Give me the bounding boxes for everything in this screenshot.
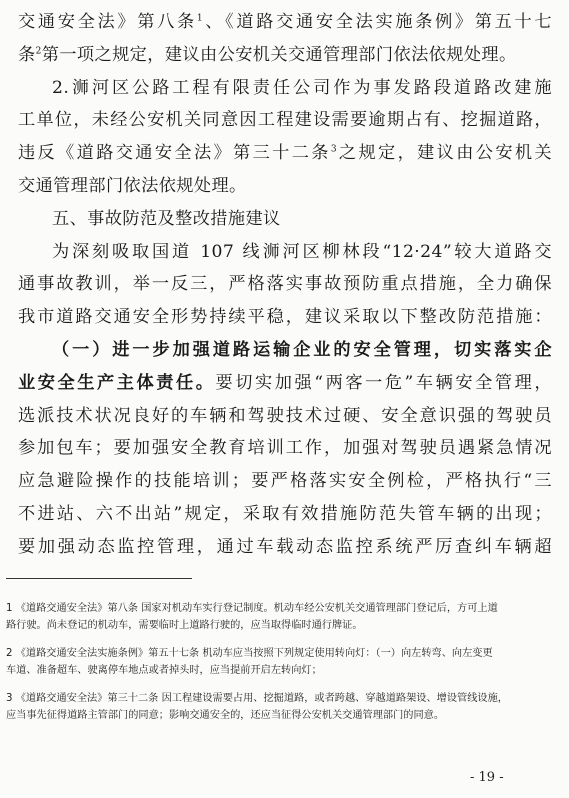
body-text	[18, 6, 552, 564]
footnote-text: 3 《道路交通安全法》第三十二条 因工程建设需要占用、挖掘道路，或者跨越、穿越道路架设、增设管线设施，	[6, 693, 508, 704]
text-line: 通事故教训，举一反三，严格落实事故预防重点措施，全力确保	[18, 274, 552, 295]
text-line: 应急避险操作的技能培训；要严格落实安全例检，严格执行“三	[18, 471, 552, 492]
footnote-ref-3[interactable]: 3	[330, 144, 337, 155]
text-line: 我市道路交通安全形势持续平稳，建议采取以下整改防范措施：	[18, 307, 552, 328]
footnote-text: 应当事先征得道路主管部门的同意；影响交通安全的，还应当征得公安机关交通管理部门的同意。	[6, 710, 445, 721]
footnote-ref-1[interactable]: 1	[196, 13, 203, 24]
text-line: 交通管理部门依法依规处理。	[18, 175, 247, 196]
text-line: 不进站、六不出站”规定，采取有效措施防范失管车辆的出现；	[18, 503, 552, 524]
footnote-text: 1 《道路交通安全法》第八条 国家对机动车实行登记制度。机动车经公安机关交通管理部门登记后，方可上道	[6, 603, 498, 614]
footnote-divider	[6, 578, 192, 579]
footnote-2	[6, 645, 548, 679]
text-line: 选派技术状况良好的车辆和驾驶技术过硬、安全意识强的驾驶员	[18, 405, 552, 426]
text-line: 要加强动态监控管理，通过车载动态监控系统严厉查纠车辆超	[18, 536, 552, 557]
text-line: 2.浉河区公路工程有限责任公司作为事发路段道路改建施	[52, 77, 552, 98]
footnote-ref-2[interactable]: 2	[35, 46, 42, 57]
text-line: 业安全生产主体责任。要切实加强“两客一危”车辆安全管理，	[18, 372, 552, 393]
text-line: 交通安全法》第八条$^1$、《道路交通安全法实施条例》第五十七	[18, 12, 552, 32]
subsection-heading-cont: 业安全生产主体责任。	[18, 372, 216, 393]
footnote-text: 2 《道路交通安全法实施条例》第五十七条 机动车应当按照下列规定使用转向灯：（一）向左转弯、向左变更	[6, 648, 493, 659]
footnote-3	[6, 690, 548, 724]
footnote-text: 路行驶。尚未登记的机动车，需要临时上道路行驶的，应当取得临时通行牌证。	[6, 620, 363, 631]
text-line: 条$^2$第一项之规定，建议由公安机关交通管理部门依法依规处理。	[18, 44, 517, 65]
page-number: - 19 -	[470, 770, 504, 785]
section-heading: 五、事故防范及整改措施建议	[52, 208, 281, 229]
text-line	[18, 334, 552, 367]
footnote-text: 车道、准备超车、驶离停车地点或者掉头时，应当提前开启左转向灯；	[6, 665, 322, 676]
text-line: 工单位，未经公安机关同意因工程建设需要逾期占有、挖掘道路，	[18, 110, 552, 131]
text-line: 为深刻吸取国道 107 线浉河区柳林段“12·24”较大道路交	[52, 241, 552, 262]
footnotes	[6, 600, 548, 735]
footnote-1	[6, 600, 548, 634]
subsection-heading: （一）进一步加强道路运输企业的安全管理，切实落实企	[52, 339, 552, 360]
text-line: 参加包车；要加强安全教育培训工作，加强对驾驶员遇紧急情况	[18, 438, 552, 459]
text-line: 违反《道路交通安全法》第三十二条$^3$之规定，建议由公安机关	[18, 143, 552, 164]
